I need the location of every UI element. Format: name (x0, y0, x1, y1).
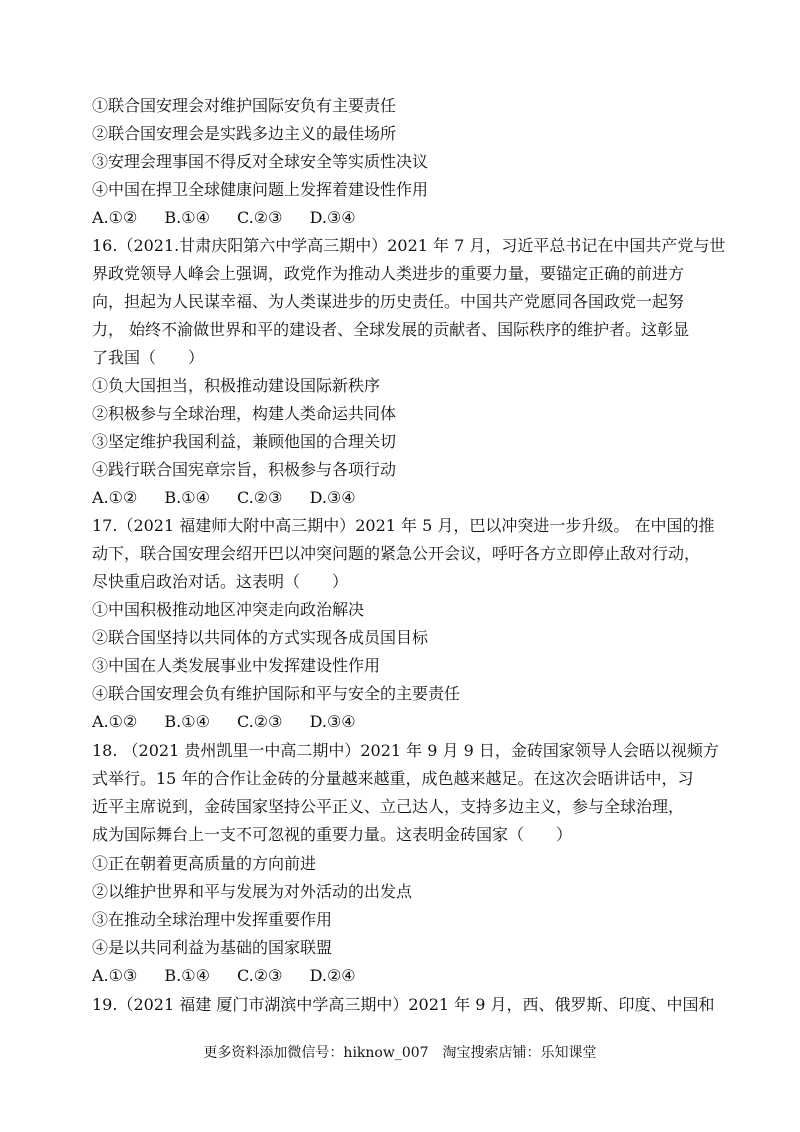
question-16-stem-line: 向，担起为人民谋幸福、为人类谋进步的历史责任。中国共产党愿同各国政党一起努 (92, 292, 685, 311)
statement-1: ①联合国安理会对维护国际安负有主要责任 (92, 96, 397, 115)
option-c: C.②③ (237, 208, 283, 227)
option-a: A.①② (92, 488, 138, 507)
answer-options (92, 711, 378, 733)
statement-4: ④践行联合国宪章宗旨，积极参与各项行动 (92, 460, 397, 479)
option-c: C.②③ (237, 966, 283, 985)
option-c: C.②③ (237, 488, 283, 507)
option-b: B.①④ (164, 488, 210, 507)
page-footer: 更多资料添加微信号：hiknow_007 淘宝搜索店铺：乐知课堂 (203, 1045, 597, 1061)
question-16-stem-line: 16.（2021.甘肃庆阳第六中学高三期中）2021 年 7 月，习近平总书记在中国共产党与世 (92, 236, 726, 255)
answer-options (92, 965, 378, 987)
answer-options (92, 207, 378, 229)
option-d: D.③④ (309, 208, 356, 227)
statement-4: ④联合国安理会负有维护国际和平与安全的主要责任 (92, 684, 461, 703)
option-c: C.②③ (237, 712, 283, 731)
option-b: B.①④ (164, 712, 210, 731)
statement-2: ②联合国安理会是实践多边主义的最佳场所 (92, 124, 397, 143)
question-18-stem-line: 式举行。15 年的合作让金砖的分量越来越重，成色越来越足。在这次会晤讲话中，习 (92, 769, 694, 788)
statement-4: ④中国在捍卫全球健康问题上发挥着建设性作用 (92, 180, 429, 199)
question-17-stem-line: 动下，联合国安理会绍开巴以冲突问题的紧急公开会议，呼吁各方立即停止敌对行动， (92, 544, 701, 563)
statement-2: ②联合国坚持以共同体的方式实现各成员国目标 (92, 628, 429, 647)
option-d: D.②④ (309, 966, 356, 985)
option-b: B.①④ (164, 208, 210, 227)
statement-1: ①正在朝着更高质量的方向前进 (92, 854, 317, 873)
statement-3: ③坚定维护我国利益，兼顾他国的合理关切 (92, 432, 397, 451)
question-18-stem-line: 成为国际舞台上一支不可忽视的重要力量。这表明金砖国家（ ） (92, 825, 573, 844)
statement-2: ②以维护世界和平与发展为对外活动的出发点 (92, 882, 413, 901)
option-a: A.①③ (92, 966, 138, 985)
question-16-stem-line: 了我国（ ） (92, 348, 205, 367)
statement-3: ③中国在人类发展事业中发挥建设性作用 (92, 656, 381, 675)
option-d: D.③④ (309, 488, 356, 507)
statement-3: ③在推动全球治理中发挥重要作用 (92, 910, 333, 929)
option-a: A.①② (92, 712, 138, 731)
statement-4: ④是以共同利益为基础的国家联盟 (92, 938, 333, 957)
question-19-stem-line: 19.（2021 福建 厦门市湖滨中学高三期中）2021 年 9 月，西、俄罗斯、印度、中国和 (92, 995, 715, 1014)
statement-2: ②积极参与全球治理，构建人类命运共同体 (92, 404, 397, 423)
statement-1: ①中国积极推动地区冲突走向政治解决 (92, 600, 365, 619)
question-17-stem-line: 17.（2021 福建师大附中高三期中）2021 年 5 月，巴以冲突进一步升级。 在中国的推 (92, 516, 715, 535)
question-18-stem-line: 18. （2021 贵州凯里一中高二期中）2021 年 9 月 9 日，金砖国家领导人会晤以视频方 (92, 741, 719, 760)
question-17-stem-line: 尽快重启政治对话。这表明（ ） (92, 572, 349, 591)
question-16-stem-line: 力， 始终不渝做世界和平的建设者、全球发展的贡献者、国际秩序的维护者。这彰显 (92, 320, 690, 339)
statement-1: ①负大国担当，积极推动建设国际新秩序 (92, 376, 381, 395)
option-a: A.①② (92, 208, 138, 227)
statement-3: ③安理会理事国不得反对全球安全等实质性决议 (92, 152, 429, 171)
answer-options (92, 487, 378, 509)
option-b: B.①④ (164, 966, 210, 985)
option-d: D.③④ (309, 712, 356, 731)
question-16-stem-line: 界政党领导人峰会上强调，政党作为推动人类进步的重要力量，要锚定正确的前进方 (92, 264, 685, 283)
question-18-stem-line: 近平主席说到，金砖国家坚持公平正义、立己达人，支持多边主义，参与全球治理， (92, 797, 685, 816)
